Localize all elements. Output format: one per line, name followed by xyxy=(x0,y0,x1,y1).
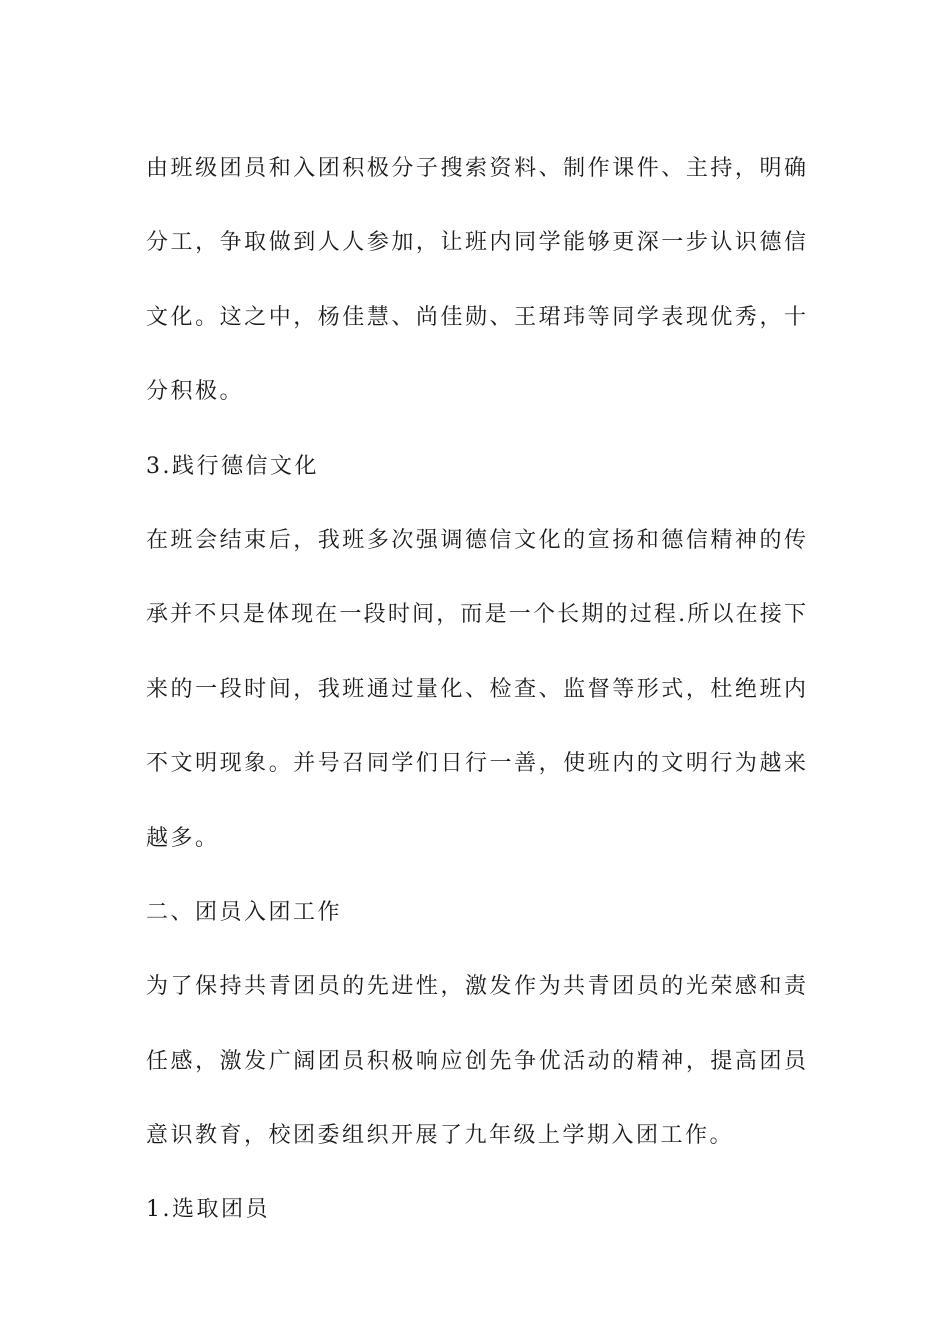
paragraph-line: 任感，激发广阔团员积极响应创先争优活动的精神，提高团员 xyxy=(146,1048,806,1074)
section-heading: 1.选取团员 xyxy=(146,1197,270,1223)
paragraph-line: 不文明现象。并号召同学们日行一善，使班内的文明行为越来 xyxy=(146,751,806,777)
paragraph-line: 承并不只是体现在一段时间，而是一个长期的过程.所以在接下 xyxy=(146,602,806,628)
paragraph-line: 文化。这之中，杨佳慧、尚佳勋、王珺玮等同学表现优秀，十 xyxy=(146,304,806,330)
paragraph-line: 由班级团员和入团积极分子搜索资料、制作课件、主持，明确 xyxy=(146,156,806,181)
paragraph-line: 来的一段时间，我班通过量化、检查、监督等形式，杜绝班内 xyxy=(146,676,806,702)
paragraph-line: 越多。 xyxy=(146,825,220,851)
paragraph-line: 分工，争取做到人人参加，让班内同学能够更深一步认识德信 xyxy=(146,230,806,256)
paragraph-line: 为了保持共青团员的先进性，激发作为共青团员的光荣感和责 xyxy=(146,974,806,1000)
paragraph-line: 在班会结束后，我班多次强调德信文化的宣扬和德信精神的传 xyxy=(146,527,806,553)
paragraph-line: 意识教育，校团委组织开展了九年级上学期入团工作。 xyxy=(146,1123,735,1149)
document-body xyxy=(146,132,806,1248)
section-heading: 3.践行德信文化 xyxy=(146,453,319,479)
section-heading: 二、团员入团工作 xyxy=(146,899,343,925)
paragraph-line: 分积极。 xyxy=(146,379,245,405)
